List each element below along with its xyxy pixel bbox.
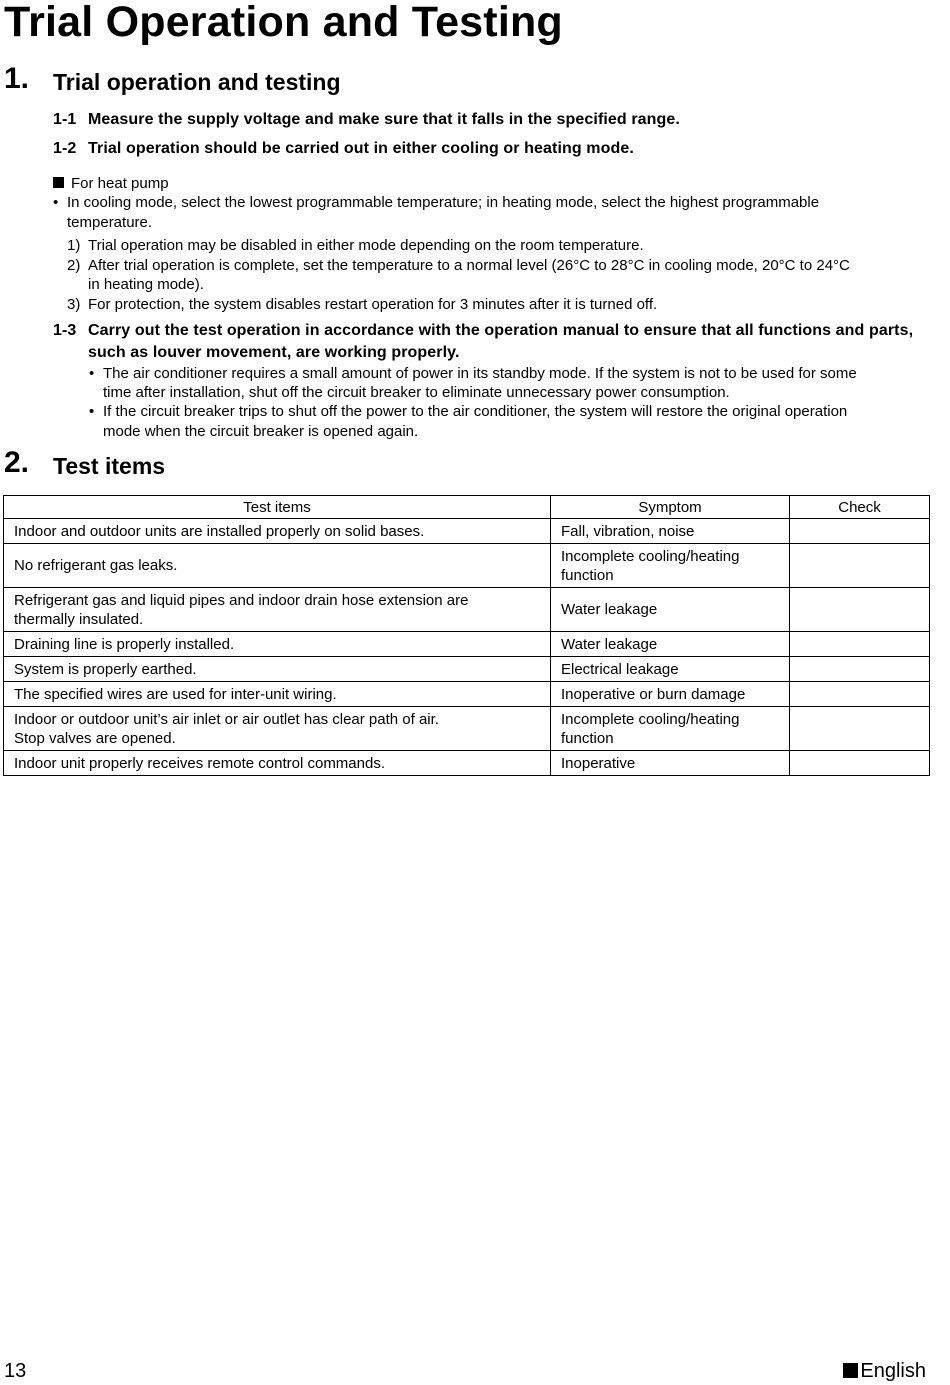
check-cell[interactable] (790, 707, 930, 751)
heat-pump-label: For heat pump (53, 174, 169, 194)
step-1-1 (53, 110, 680, 130)
column-header-symptom: Symptom (551, 496, 790, 519)
bullet-icon: • (89, 403, 95, 420)
section-2-number: 2. (4, 446, 30, 479)
table-header-row (4, 496, 930, 519)
page-title: Trial Operation and Testing (4, 0, 563, 46)
heat-pump-bullet-line-1: • In cooling mode, select the lowest programmable temperature; in heating mode, select the highest programmable (53, 194, 820, 211)
section-2-heading: Test items (53, 453, 166, 479)
bullet-1-3-a-continued: time after installation, shut off the circuit breaker to eliminate unnecessary power consumption. (103, 384, 730, 401)
column-header-test-items: Test items (4, 496, 551, 519)
square-bullet-icon (53, 177, 64, 188)
step-number: 1-3 (53, 322, 77, 339)
step-1-3-continued: such as louver movement, are working properly. (88, 344, 460, 361)
symptom-cell: Inoperative (551, 751, 790, 776)
check-cell[interactable] (790, 632, 930, 657)
test-item-cell: Refrigerant gas and liquid pipes and indoor drain hose extension are thermally insulated. (4, 588, 551, 632)
table-row (4, 751, 930, 776)
note-1: 1) Trial operation may be disabled in either mode depending on the room temperature. (67, 237, 644, 254)
test-item-cell: The specified wires are used for inter-unit wiring. (4, 682, 551, 707)
step-number: 1-2 (53, 140, 77, 157)
bullet-1-3-a: • The air conditioner requires a small amount of power in its standby mode. If the system is not to be used for some (89, 365, 857, 382)
test-item-cell: Indoor unit properly receives remote control commands. (4, 751, 551, 776)
language-label: English (843, 1360, 926, 1383)
page-number: 13 (4, 1360, 27, 1382)
check-cell[interactable] (790, 519, 930, 544)
section-1-heading: Trial operation and testing (53, 69, 341, 95)
symptom-cell: Fall, vibration, noise (551, 519, 790, 544)
table-row (4, 632, 930, 657)
check-cell[interactable] (790, 682, 930, 707)
bullet-icon: • (89, 365, 95, 382)
note-2: 2) After trial operation is complete, set the temperature to a normal level (26°C to 28°C in cooling mode, 20°C to 24°C (67, 257, 850, 274)
step-text: Trial operation should be carried out in either cooling or heating mode. (88, 140, 634, 157)
bullet-icon: • (53, 194, 59, 211)
step-number: 1-1 (53, 111, 77, 128)
heat-pump-bullet-line-2: temperature. (67, 214, 153, 231)
symptom-cell: Incomplete cooling/heating function (551, 707, 790, 751)
table-row (4, 519, 930, 544)
column-header-check: Check (790, 496, 930, 519)
step-1-2 (53, 139, 634, 159)
symptom-cell: Water leakage (551, 588, 790, 632)
test-item-cell: Draining line is properly installed. (4, 632, 551, 657)
step-text: Measure the supply voltage and make sure that it falls in the specified range. (88, 111, 680, 128)
table-row (4, 682, 930, 707)
table-row (4, 707, 930, 751)
check-cell[interactable] (790, 588, 930, 632)
bullet-1-3-b-continued: mode when the circuit breaker is opened again. (103, 423, 419, 440)
note-2-continued: in heating mode). (88, 276, 204, 293)
test-item-cell: No refrigerant gas leaks. (4, 544, 551, 588)
test-items-table (3, 495, 930, 776)
test-item-cell: Indoor or outdoor unit’s air inlet or air outlet has clear path of air. Stop valves are opened. (4, 707, 551, 751)
bullet-1-3-b: • If the circuit breaker trips to shut off the power to the air conditioner, the system will restore the original operation (89, 403, 848, 420)
test-item-cell: System is properly earthed. (4, 657, 551, 682)
section-1-number: 1. (4, 62, 30, 95)
check-cell[interactable] (790, 544, 930, 588)
table-row (4, 657, 930, 682)
symptom-cell: Electrical leakage (551, 657, 790, 682)
step-1-3: 1-3 Carry out the test operation in accordance with the operation manual to ensure that all functions and parts, (53, 322, 914, 339)
symptom-cell: Inoperative or burn damage (551, 682, 790, 707)
note-3: 3) For protection, the system disables restart operation for 3 minutes after it is turned off. (67, 296, 658, 313)
test-item-cell: Indoor and outdoor units are installed properly on solid bases. (4, 519, 551, 544)
square-bullet-icon (843, 1363, 858, 1378)
table-row (4, 588, 930, 632)
symptom-cell: Water leakage (551, 632, 790, 657)
check-cell[interactable] (790, 751, 930, 776)
symptom-cell: Incomplete cooling/heating function (551, 544, 790, 588)
table-row (4, 544, 930, 588)
check-cell[interactable] (790, 657, 930, 682)
